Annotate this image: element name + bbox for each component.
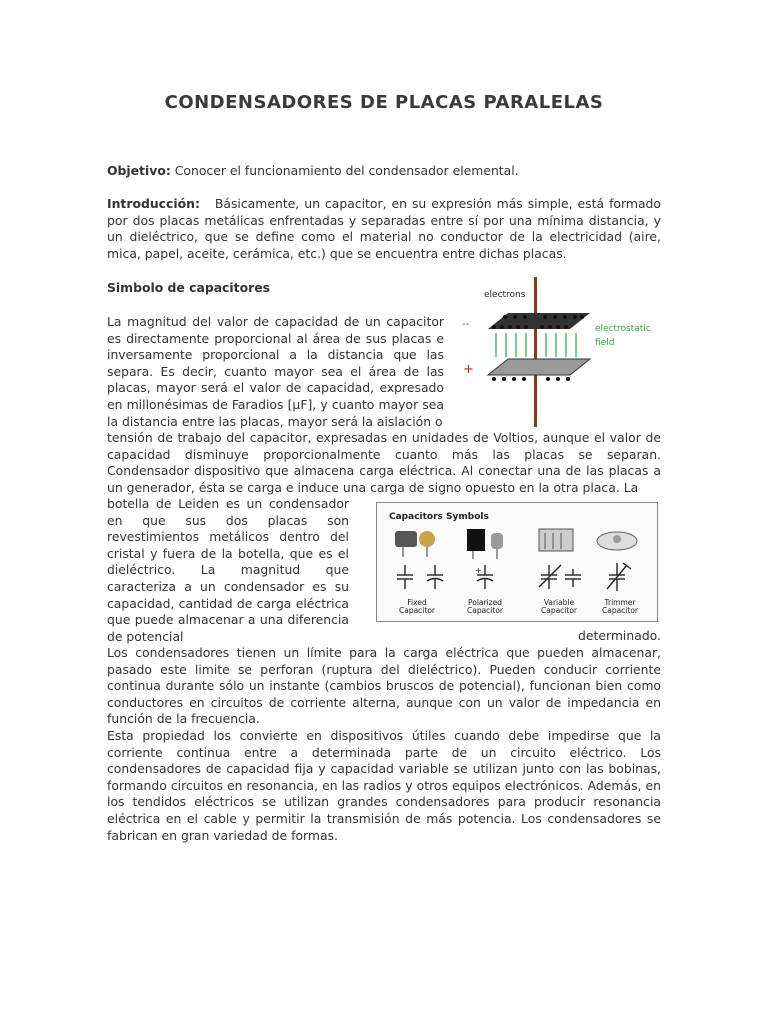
introduction-paragraph	[107, 196, 661, 262]
magnitude-paragraph-narrow: La magnitud del valor de capacidad de un capacitor es directamente proporcional al área de sus placas e inversamente proporcional a la distancia que las separa. Es decir, cuanto mayor sea el área de las placas, mayor será el valor de capacidad, expresado en millonésimas de Faradios [μF], y cuanto mayor sea la distancia entre las placas, mayor será la aislación o	[107, 314, 444, 429]
bottom-plate	[488, 359, 590, 375]
leiden-paragraph-narrow: botella de Leiden es un condensador en que sus dos placas son revestimientos metálicos dentro del cristal y fuera de la botella, que es el dieléctrico. La magnitud que caracteriza a un condensador es su capacidad, cantidad de carga eléctrica que puede almacenar a una diferencia de potencial	[107, 496, 349, 644]
electrons-label: electrons	[484, 290, 526, 300]
variable-capacitor-photo	[539, 529, 573, 551]
limit-paragraph: Los condensadores tienen un límite para la carga eléctrica que pueden almacenar, pasado este limite se perforan (ruptura del dieléctrico). Pueden conducir corriente continua durante sólo un instante (cambios bruscos de potencial), funcionan bien como conductores en circuitos de corriente alterna, aunque con un valor de impedancia en función de la frecuencia.	[107, 645, 661, 727]
objective-label: Objetivo:	[107, 163, 171, 178]
caption-fixed-2: Capacitor	[398, 606, 436, 615]
parallel-plate-diagram	[460, 277, 665, 427]
objective-paragraph	[107, 163, 661, 180]
field-label-1: electrostatic	[595, 324, 651, 334]
capacitor-symbols-figure	[376, 502, 658, 622]
property-paragraph: Esta propiedad los convierte en dispositivos útiles cuando debe impedirse que la corriente continua entre a determinada parte de un circuito eléctrico. Los condensadores de capacidad fija y capacidad variable se utilizan junto con las bobinas, formando circuitos en resonancia, en las radios y otros equipos electrónicos. Además, en los tendidos eléctricos se utilizan grandes condensadores para producir resonancia eléctrica en el cable y permitir la transmisión de más potencia. Los condensadores se fabrican en gran variedad de formas.	[107, 728, 661, 843]
trimmer-capacitor-symbol	[607, 563, 631, 591]
polarized-capacitor-symbol	[475, 565, 493, 589]
caption-variable-2: Capacitor	[540, 606, 578, 615]
variable-capacitor-symbol	[539, 565, 581, 589]
fixed-capacitor-symbol	[397, 565, 443, 589]
caption-fixed-1: Fixed	[407, 598, 427, 607]
caption-variable-1: Variable	[543, 598, 575, 607]
caption-trimmer-1: Trimmer	[604, 598, 636, 607]
field-label-2: field	[595, 338, 615, 348]
bottom-plate-pins	[492, 377, 570, 381]
objective-text: Conocer el funcionamiento del condensador elemental.	[174, 163, 519, 178]
minus-sign: --	[462, 319, 470, 330]
fixed-capacitor-photo	[395, 531, 435, 557]
polarized-capacitor-photo	[467, 529, 503, 559]
magnitude-paragraph-full: tensión de trabajo del capacitor, expresadas en unidades de Voltios, aunque el valor de capacidad disminuye proporcionalmente cuanto más las placas se separan. Condensador dispositivo que almacena carga eléctrica. Al conectar una de las placas a un generador, ésta se carga e induce una carga de signo opuesto en la otra placa. La	[107, 430, 661, 495]
caption-polarized-2: Capacitor	[466, 606, 504, 615]
plus-sign: +	[463, 362, 474, 377]
rod-wire	[534, 277, 537, 427]
svg-text:+: +	[475, 566, 482, 575]
symbols-heading: Capacitors Symbols	[389, 512, 489, 522]
caption-trimmer-2: Capacitor	[601, 606, 639, 615]
introduction-text: Básicamente, un capacitor, en su expresión más simple, está formado por dos placas metálicas enfrentadas y separadas entre sí por una mínima distancia, y un dieléctrico, que se define como el material no conductor de la electricidad (aire, mica, papel, aceite, cerámica, etc.) que se encuentra entre dichas placas.	[107, 196, 661, 261]
trimmer-capacitor-photo	[597, 532, 637, 550]
leiden-paragraph-end: determinado.	[578, 628, 661, 643]
caption-polarized-1: Polarized	[467, 598, 503, 607]
symbol-heading: Simbolo de capacitores	[107, 280, 270, 295]
page-title: CONDENSADORES DE PLACAS PARALELAS	[164, 92, 604, 113]
introduction-label: Introducción:	[107, 196, 200, 211]
